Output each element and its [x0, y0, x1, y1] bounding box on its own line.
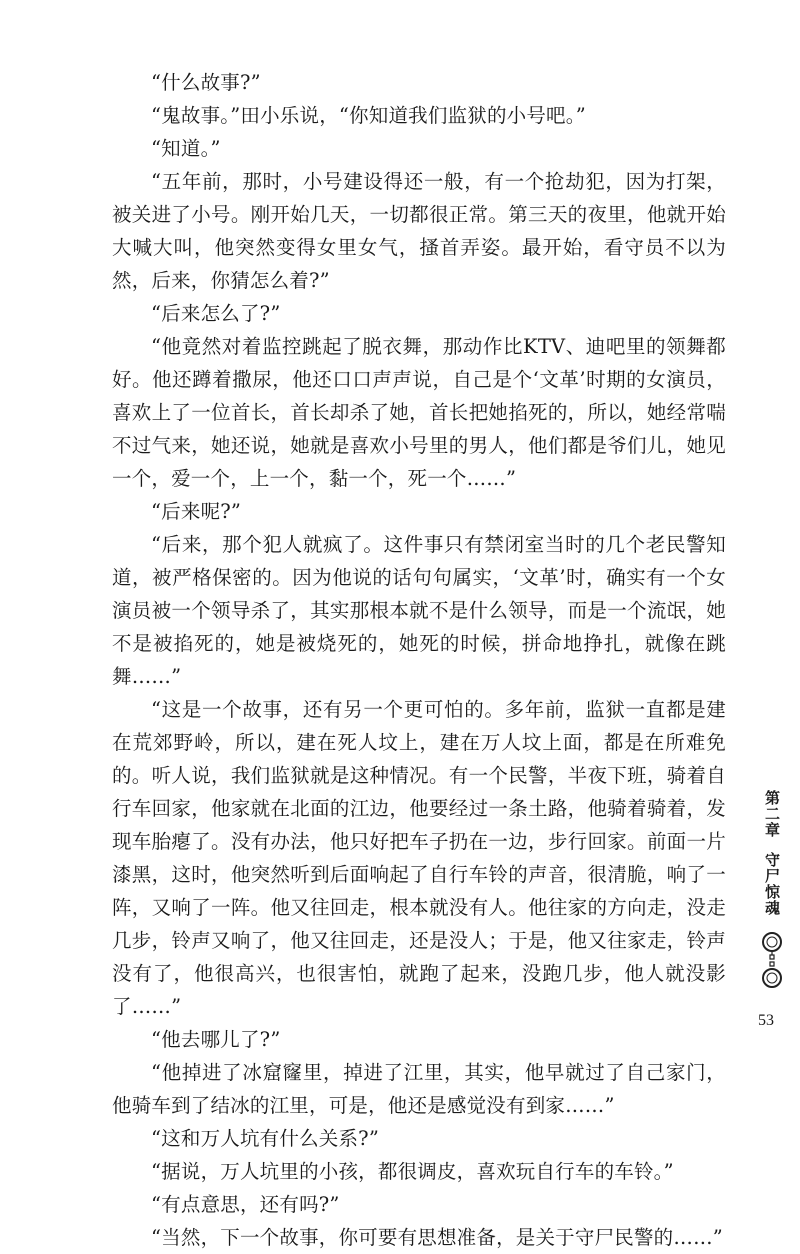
paragraph: “据说，万人坑里的小孩，都很调皮，喜欢玩自行车的车铃。” [151, 1160, 674, 1183]
paragraph: “他竟然对着监控跳起了脱衣舞，那动作比KTV、迪吧里的领舞都好。他还蹲着撒尿，他还口口声声说，自己是个‘文革’时期的女演员，喜欢上了一位首长，首长却杀了她，首长把她掐死的，所以，她经常喘不过气来，她还说，她就是喜欢小号里的男人，他们都是爷们儿，她见一个，爱一个，上一个，黏一个，死一个……” [112, 335, 726, 490]
paragraph: “这是一个故事，还有另一个更可怕的。多年前，监狱一直都是建在荒郊野岭，所以，建在死人坟上，建在万人坟上面，都是在所难免的。听人说，我们监狱就是这种情况。有一个民警，半夜下班，骑着自行车回家，他家就在北面的江边，他要经过一条土路，他骑着骑着，发现车胎瘪了。没有办法，他只好把车子扔在一边，步行回家。前面一片漆黑，这时，他突然听到后面响起了自行车铃的声音，很清脆，响了一阵，又响了一阵。他又往回走，根本就没有人。他往家的方向走，没走几步，铃声又响了，他又往回走，还是没人；于是，他又往家走，铃声没有了，他很高兴，也很害怕，就跑了起来，没跑几步，他人就没影了……” [112, 698, 726, 1018]
paragraph: “后来，那个犯人就疯了。这件事只有禁闭室当时的几个老民警知道，被严格保密的。因为他说的话句句属实，‘文革’时，确实有一个女演员被一个领导杀了，其实那根本就不是什么领导，而是一个流氓，她不是被掐死的，她是被烧死的，她死的时候，拼命地挣扎，就像在跳舞……” [112, 533, 726, 688]
paragraph: “这和万人坑有什么关系?” [151, 1127, 379, 1150]
paragraph: “知道。” [151, 137, 221, 160]
paragraph: “鬼故事。”田小乐说，“你知道我们监狱的小号吧。” [151, 104, 586, 127]
paragraph: “他掉进了冰窟窿里，掉进了江里，其实，他早就过了自己家门，他骑车到了结冰的江里，可是，他还是感觉没有到家……” [112, 1061, 726, 1117]
page-body [112, 66, 726, 1254]
chapter-title: 守尸惊魂 [763, 852, 781, 916]
paragraph: “后来怎么了?” [151, 302, 281, 325]
chapter-side-tab [755, 790, 789, 994]
paragraph: “五年前，那时，小号建设得还一般，有一个抢劫犯，因为打架，被关进了小号。刚开始几天，一切都很正常。第三天的夜里，他就开始大喊大叫，他突然变得女里女气，搔首弄姿。最开始，看守员不以为然，后来，你猜怎么着?” [112, 170, 726, 292]
paragraph: “后来呢?” [151, 500, 242, 523]
handcuffs-icon [758, 924, 786, 994]
chapter-label: 第二章 [763, 790, 781, 838]
paragraph: “什么故事?” [151, 71, 261, 94]
paragraph: “他去哪儿了?” [151, 1028, 281, 1051]
page-number: 53 [758, 1012, 774, 1029]
paragraph: “有点意思，还有吗?” [151, 1193, 340, 1216]
paragraph: “当然，下一个故事，你可要有思想准备，是关于守尸民警的……” [151, 1226, 723, 1249]
